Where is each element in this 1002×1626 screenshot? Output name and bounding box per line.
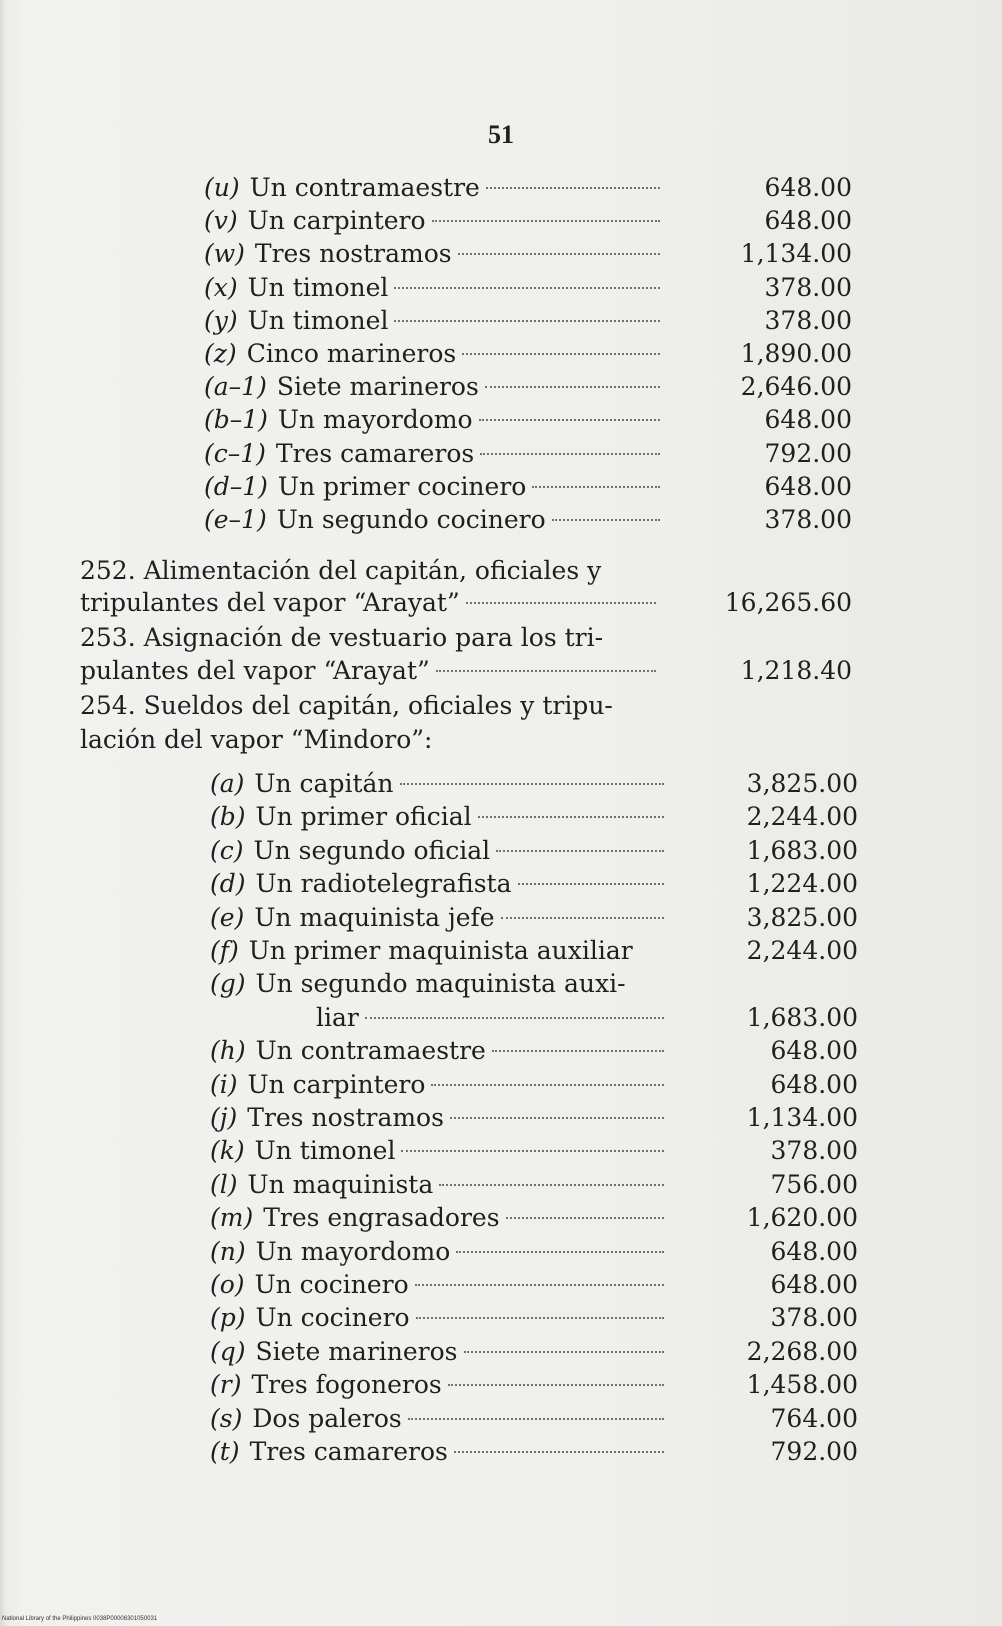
item-amount: 1,683.00	[746, 835, 858, 865]
list-item	[210, 801, 668, 833]
item-amount: 1,134.00	[746, 1103, 858, 1132]
item-text: Tres nostramos	[247, 1103, 444, 1132]
dot-leader	[479, 419, 660, 421]
item-amount: 792.00	[764, 438, 852, 468]
dot-leader	[480, 453, 660, 455]
dot-leader	[496, 850, 664, 852]
list-item	[210, 1436, 668, 1468]
dot-leader	[456, 1251, 664, 1253]
item-text: Un maquinista jefe	[254, 902, 495, 932]
item-amount: 648.00	[764, 471, 852, 501]
dot-leader	[462, 353, 660, 355]
list-item	[210, 1336, 668, 1368]
item-text: Un carpintero	[247, 206, 426, 236]
list-item	[210, 1403, 668, 1435]
dot-leader	[415, 1284, 664, 1286]
dot-leader	[501, 917, 664, 919]
item-text: Un mayordomo	[255, 1236, 451, 1266]
item-text: Un cocinero	[255, 1303, 410, 1333]
item-text: Un segundo oficial	[253, 835, 491, 865]
item-254-line-1: 254. Sueldos del capitán, oficiales y tripu-	[80, 691, 613, 720]
item-amount: 378.00	[764, 505, 852, 534]
item-253-line-1: 253. Asignación de vestuario para los tri-	[80, 623, 604, 652]
dot-leader	[394, 320, 660, 322]
item-amount: 378.00	[770, 1303, 858, 1333]
item-text: Un contramaestre	[255, 1036, 486, 1066]
list-item	[204, 172, 664, 204]
item-text: Tres nostramos	[254, 239, 452, 269]
list-item	[210, 1302, 668, 1334]
dot-leader	[416, 1317, 664, 1319]
item-text: Un segundo maquinista auxi-	[255, 969, 626, 999]
item-text: Un timonel	[254, 1136, 396, 1166]
item-label: (b–1)	[204, 405, 268, 435]
item-label: (k)	[210, 1136, 245, 1166]
item-label: (p)	[210, 1303, 246, 1333]
dot-leader	[439, 1184, 664, 1186]
item-label: (b)	[210, 802, 246, 832]
dot-leader	[448, 1384, 664, 1386]
item-amount: 792.00	[770, 1437, 858, 1466]
item-label: (n)	[210, 1236, 246, 1266]
item-text: Un capitán	[254, 769, 394, 798]
item-label: (c)	[210, 835, 244, 865]
dot-leader	[436, 670, 656, 672]
dot-leader	[518, 883, 665, 885]
item-label: (a)	[210, 769, 245, 798]
item-amount: 378.00	[764, 272, 852, 302]
list-item	[210, 868, 668, 900]
item-amount: 756.00	[770, 1169, 858, 1199]
item-amount: 1,620.00	[746, 1203, 858, 1233]
item-amount: 378.00	[764, 305, 852, 335]
list-item	[316, 1002, 668, 1034]
item-amount: 648.00	[764, 173, 852, 202]
footer-credit: National Library of the Philippines 0038P00006301050031	[2, 1616, 158, 1622]
item-label: (z)	[204, 339, 237, 368]
list-item	[210, 1269, 668, 1301]
item-text: Un carpintero	[247, 1069, 426, 1099]
item-text: liar	[316, 1002, 359, 1032]
dot-leader	[492, 1050, 664, 1052]
item-252-text: tripulantes del vapor “Arayat”	[80, 588, 460, 617]
item-label: (d)	[210, 869, 246, 899]
item-label: (e)	[210, 902, 245, 932]
dot-leader	[532, 486, 660, 488]
item-label: (s)	[210, 1403, 243, 1433]
dot-leader	[454, 1451, 664, 1453]
item-text: Un timonel	[247, 305, 389, 335]
item-text: Un cocinero	[254, 1270, 409, 1299]
item-252-line-1: 252. Alimentación del capitán, oficiales y	[80, 556, 602, 585]
item-label: (v)	[204, 206, 238, 236]
list-item	[204, 404, 664, 436]
item-text: Siete marineros	[276, 372, 479, 402]
list-item	[204, 504, 664, 536]
item-text: Tres fogoneros	[251, 1370, 442, 1400]
page-number: 51	[488, 120, 514, 149]
item-text: Un primer maquinista auxiliar	[248, 936, 633, 965]
list-item	[210, 1202, 668, 1234]
list-item	[210, 1069, 668, 1101]
item-amount: 2,244.00	[746, 936, 858, 965]
item-label: (o)	[210, 1270, 245, 1299]
item-text: Un primer oficial	[255, 802, 472, 832]
item-amount: 1,683.00	[746, 1002, 858, 1032]
item-amount: 1,134.00	[740, 239, 852, 269]
dot-leader	[408, 1418, 664, 1420]
item-text: Un maquinista	[247, 1169, 434, 1199]
item-amount: 648.00	[764, 206, 852, 236]
item-amount: 648.00	[770, 1270, 858, 1299]
list-item	[210, 968, 668, 1000]
item-text: Tres camareros	[275, 438, 475, 468]
item-label: (g)	[210, 969, 246, 999]
item-label: (d–1)	[204, 471, 268, 501]
item-text: Tres engrasadores	[263, 1203, 500, 1233]
dot-leader	[506, 1217, 664, 1219]
item-254-line-2: lación del vapor “Mindoro”:	[80, 725, 433, 754]
item-label: (i)	[210, 1069, 238, 1099]
dot-leader	[458, 253, 660, 255]
item-text: Siete marineros	[255, 1336, 458, 1366]
item-label: (t)	[210, 1437, 240, 1466]
list-item	[204, 205, 664, 237]
list-item	[204, 305, 664, 337]
item-252-line-2	[80, 587, 660, 619]
item-text: Dos paleros	[252, 1403, 402, 1433]
dot-leader	[365, 1017, 664, 1019]
item-label: (u)	[204, 173, 240, 202]
item-label: (m)	[210, 1203, 254, 1233]
item-amount: 648.00	[770, 1069, 858, 1099]
item-253-text: pulantes del vapor “Arayat”	[80, 656, 430, 685]
list-item	[204, 238, 664, 270]
item-label: (l)	[210, 1169, 238, 1199]
list-item	[210, 1035, 668, 1067]
item-amount: 1,458.00	[746, 1370, 858, 1400]
item-text: Un radiotelegrafista	[255, 869, 512, 899]
item-amount: 648.00	[764, 405, 852, 435]
item-text: Tres camareros	[249, 1437, 448, 1466]
list-item	[210, 835, 668, 867]
list-item	[210, 902, 668, 934]
item-253-amount: 1,218.40	[740, 656, 852, 685]
item-amount: 2,244.00	[746, 802, 858, 832]
item-label: (h)	[210, 1036, 246, 1066]
item-text: Cinco marineros	[246, 339, 457, 368]
item-text: Un segundo cocinero	[276, 505, 546, 534]
list-item	[210, 768, 668, 800]
item-text: Un timonel	[247, 272, 389, 302]
item-label: (c–1)	[204, 438, 266, 468]
dot-leader	[450, 1117, 664, 1119]
list-item	[210, 1236, 668, 1268]
list-item	[204, 272, 664, 304]
item-label: (r)	[210, 1370, 242, 1400]
list-item	[210, 1369, 668, 1401]
item-252-amount: 16,265.60	[724, 588, 852, 617]
item-amount: 648.00	[770, 1036, 858, 1066]
dot-leader	[485, 386, 660, 388]
list-item	[210, 1135, 668, 1167]
dot-leader	[432, 220, 660, 222]
item-amount: 2,646.00	[740, 372, 852, 402]
item-text: Un mayordomo	[277, 405, 473, 435]
list-item	[204, 338, 664, 370]
dot-leader	[401, 1150, 664, 1152]
item-label: (f)	[210, 936, 239, 965]
item-amount: 1,224.00	[746, 869, 858, 899]
list-item	[210, 1169, 668, 1201]
item-label: (x)	[204, 272, 238, 302]
dot-leader	[394, 287, 660, 289]
dot-leader	[552, 519, 660, 521]
dot-leader	[431, 1084, 664, 1086]
list-item	[204, 471, 664, 503]
item-text: Un primer cocinero	[277, 471, 527, 501]
item-amount: 1,890.00	[740, 339, 852, 368]
item-amount: 3,825.00	[746, 902, 858, 932]
dot-leader	[400, 783, 665, 785]
list-item	[204, 371, 664, 403]
dot-leader	[466, 602, 656, 604]
list-item	[204, 438, 664, 470]
list-item	[210, 935, 668, 967]
dot-leader	[486, 187, 660, 189]
dot-leader	[464, 1351, 664, 1353]
item-label: (j)	[210, 1103, 238, 1132]
item-label: (y)	[204, 305, 238, 335]
item-amount: 764.00	[770, 1403, 858, 1433]
item-253-line-2	[80, 655, 660, 687]
item-label: (e–1)	[204, 505, 267, 534]
dot-leader	[478, 816, 664, 818]
list-item	[210, 1102, 668, 1134]
item-amount: 3,825.00	[746, 769, 858, 798]
item-amount: 378.00	[770, 1136, 858, 1166]
item-label: (a–1)	[204, 372, 267, 402]
item-amount: 2,268.00	[746, 1336, 858, 1366]
item-label: (w)	[204, 239, 245, 269]
item-label: (q)	[210, 1336, 246, 1366]
item-amount: 648.00	[770, 1236, 858, 1266]
item-text: Un contramaestre	[249, 173, 480, 202]
